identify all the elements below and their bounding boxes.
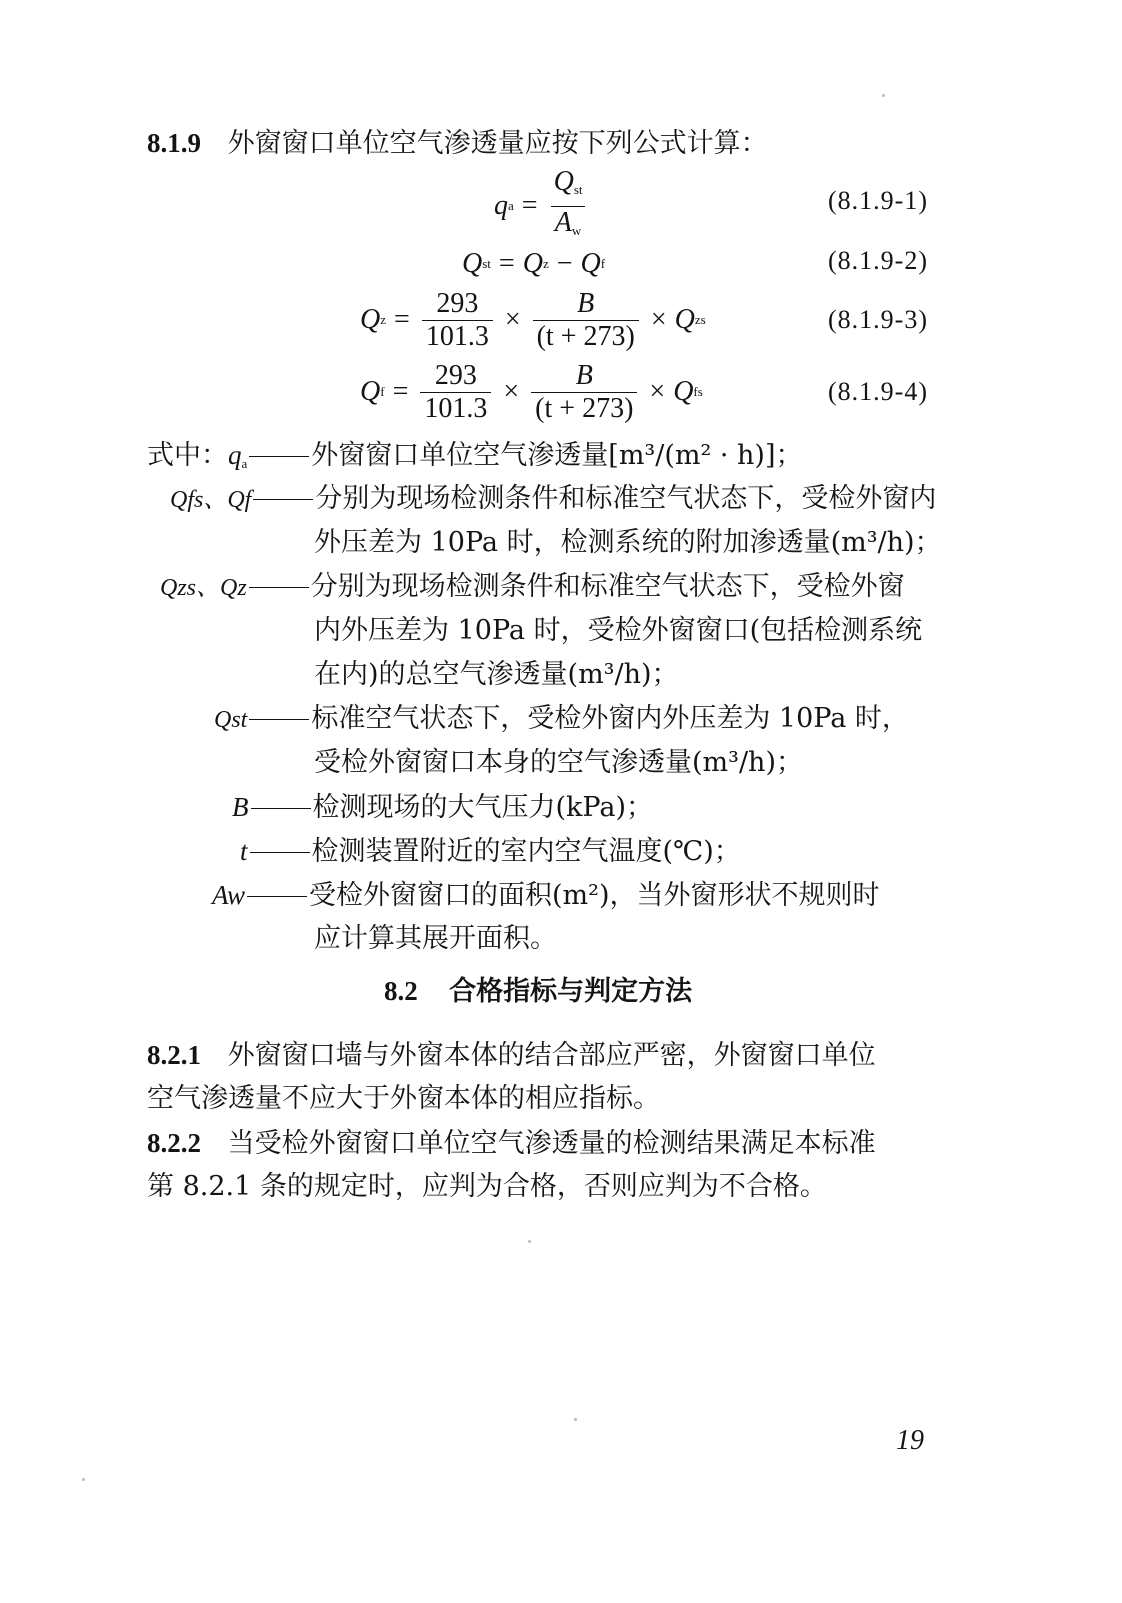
clause-8-2-1-cont: 空气渗透量不应大于外窗本体的相应指标。 bbox=[147, 1083, 660, 1114]
em-dash bbox=[249, 719, 309, 720]
scan-speck bbox=[528, 1240, 531, 1243]
numerator: 293 bbox=[436, 287, 479, 319]
em-dash bbox=[247, 896, 307, 897]
em-dash bbox=[249, 587, 309, 588]
definition-b bbox=[232, 788, 653, 827]
clause-text: 外窗窗口墙与外窗本体的结合部应严密，外窗窗口单位 bbox=[227, 1040, 876, 1071]
numerator: 293 bbox=[434, 359, 477, 391]
clause-number: 8.1.9 bbox=[147, 128, 201, 158]
definition-qst bbox=[214, 700, 909, 739]
definition-aw bbox=[212, 876, 880, 915]
numerator: B bbox=[577, 287, 595, 319]
numerator: B bbox=[575, 359, 593, 391]
clause-text: 当受检外窗窗口单位空气渗透量的检测结果满足本标准 bbox=[227, 1128, 876, 1159]
clause-8-2-2 bbox=[147, 1124, 876, 1163]
denominator: 101.3 bbox=[420, 392, 491, 423]
definition-text: 受检外窗窗口的面积(m²)，当外窗形状不规则时 bbox=[309, 880, 880, 911]
denominator: (t + 273) bbox=[533, 320, 639, 351]
formula-8-1-9-1: q a = $\frac{Q_{st}}{A_w}$ bbox=[494, 176, 590, 236]
formula-8-1-9-2: Q st = Q z − Q f bbox=[462, 248, 606, 279]
definitions-intro: 式中： bbox=[147, 440, 228, 471]
clause-number: 8.2.1 bbox=[147, 1040, 201, 1070]
definition-text: 检测装置附近的室内空气温度(℃)； bbox=[311, 836, 741, 867]
definition-symbol: Qst bbox=[214, 707, 248, 733]
definition-text: 标准空气状态下，受检外窗内外压差为 10Pa 时， bbox=[311, 703, 909, 734]
clause-number: 8.2.2 bbox=[147, 1128, 201, 1158]
definition-qzs-cont: 在内)的总空气渗透量(m³/h)； bbox=[314, 659, 679, 690]
definition-qst-cont: 受检外窗窗口本身的空气渗透量(m³/h)； bbox=[314, 747, 803, 778]
definition-qfs-cont: 外压差为 10Pa 时，检测系统的附加渗透量(m³/h)； bbox=[314, 527, 942, 558]
em-dash bbox=[249, 456, 309, 457]
em-dash bbox=[250, 852, 310, 853]
definition-symbol: B bbox=[232, 792, 249, 822]
definition-qfs bbox=[170, 480, 936, 519]
definition-text: 外窗窗口单位空气渗透量[m³/(m² · h)]； bbox=[311, 440, 803, 471]
definition-text: 分别为现场检测条件和标准空气状态下，受检外窗 bbox=[310, 571, 905, 602]
equation-number: (8.1.9-1) bbox=[828, 186, 928, 215]
denominator: (t + 273) bbox=[531, 392, 637, 423]
em-dash bbox=[251, 808, 311, 809]
scan-speck bbox=[82, 1478, 85, 1481]
page-number: 19 bbox=[896, 1425, 924, 1456]
definition-symbol: Qzs、Qz bbox=[160, 575, 247, 601]
em-dash bbox=[253, 499, 313, 500]
section-heading-8-2 bbox=[384, 972, 692, 1011]
clause-8-1-9 bbox=[147, 124, 768, 163]
clause-text: 外窗窗口单位空气渗透量应按下列公式计算： bbox=[227, 128, 768, 159]
definition-text: 分别为现场检测条件和标准空气状态下，受检外窗内 bbox=[315, 483, 937, 514]
equation-number: (8.1.9-2) bbox=[828, 246, 928, 275]
definition-t bbox=[240, 832, 741, 871]
section-number: 8.2 bbox=[384, 976, 418, 1006]
definition-symbol: Aw bbox=[212, 880, 246, 910]
formula-8-1-9-4: Q f = $\frac{293}{101.3}$ × $\frac{B}{(t + 273)}$ × Q fs bbox=[360, 359, 703, 424]
equation-number: (8.1.9-4) bbox=[828, 377, 928, 406]
definition-aw-cont: 应计算其展开面积。 bbox=[314, 923, 557, 954]
scan-speck bbox=[882, 94, 885, 97]
equation-number: (8.1.9-3) bbox=[828, 305, 928, 334]
definition-qzs bbox=[160, 568, 905, 607]
definition-text: 检测现场的大气压力(kPa)； bbox=[312, 792, 653, 823]
clause-8-2-2-cont: 第 8.2.1 条的规定时，应判为合格，否则应判为不合格。 bbox=[147, 1171, 827, 1202]
section-title: 合格指标与判定方法 bbox=[449, 976, 693, 1007]
definition-symbol: t bbox=[240, 836, 248, 866]
definition-qzs-cont: 内外压差为 10Pa 时，受检外窗窗口(包括检测系统 bbox=[314, 615, 923, 646]
denominator: 101.3 bbox=[422, 320, 493, 351]
definition-qa: 式中：$q_a$ 外窗窗口单位空气渗透量[m³/(m² · h)]； bbox=[147, 440, 803, 471]
scan-speck bbox=[574, 1418, 577, 1421]
formula-8-1-9-3: Q z = $\frac{293}{101.3}$ × $\frac{B}{(t + 273)}$ × Q zs bbox=[360, 287, 706, 352]
clause-8-2-1 bbox=[147, 1036, 876, 1075]
definition-symbol: Qfs、Qf bbox=[170, 487, 252, 513]
